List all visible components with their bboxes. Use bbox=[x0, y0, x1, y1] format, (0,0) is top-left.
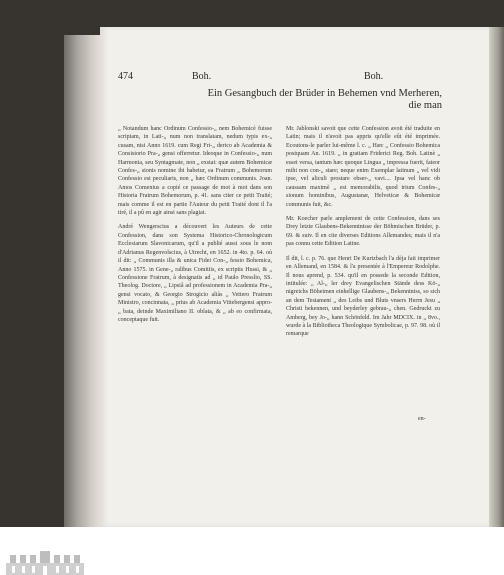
left-column bbox=[118, 125, 272, 330]
right-column bbox=[286, 125, 440, 345]
catchword: en- bbox=[418, 416, 426, 422]
right-paragraph-1: Mr. Jablonski savoit que cette Confession avoit été traduite en Latin; mais il n'avoit pas appris qu'elle eût été imprimée. Ecoutons-le parler lui-même l. c. „ Hæc „ Confessio Bohemica postquam An. 1619. „ in gratiam Friderici Reg. Boh. Latinè „ esset versa, tantum hæc quoque Lingua „ impressa fuerit, fateor mihi non con-„ stare; neque enim Exemplar latinum „ vel vidi ipse, vel aliculi prostare obser-„ vavi.... Ipsa vel hanc ob caussam maximè „ est memorabilis, quod trium Confes-„ sionum hominibus, Augustanæ, Helveticæ & Bohemicæ communis fuit, &c. bbox=[286, 126, 440, 208]
right-paragraph-2: Mr. Koecher parle amplement de cette Confession, dans ses Drey letzte Glaubens-Bekenntnisse der Böhmischen Brüder, p. 69. & suiv. Il en cite diverses Editions Allemandes; mais il n'a pas connu cette Edition Latine. bbox=[286, 216, 440, 248]
book-edge bbox=[64, 35, 102, 527]
page-number: 474 bbox=[118, 71, 133, 82]
right-paragraph-3: Il dit, l. c. p. 76. que Henri De Kurtzbach l'a déja fait imprimer en Allemand, en 1584. & l'a presentée à l'Empereur Rodolphe. Il nous aprend, p. 534. qu'il en possede la seconde Edition, intitulée: „ Al-„ ler drey Evangelischen Stände dess Kö-„ nigreichs Böheimen einhellige Glaubens-„ Bekenntniss, so sich an dem Testament „ des Leibs und Bluts vnsers Herrn Jesu „ Christi bekennen, und beyderley gebrau-„ chen. Gedruckt zu Amberg, bey Jo-„ hann Schönfeld. Im Jahr MDCIX. in „ 8vo., wurde à la Bibliotheca Theologique Symbolicae, p. 97. 98. où il remarque bbox=[286, 255, 440, 338]
entry-title: Ein Gesangbuch der Brüder in Behemen vnd Merheren, die man bbox=[207, 88, 442, 111]
left-paragraph-2: André Wengerscius a découvert les Auteurs de cette Confession, dans son Systema Historico-Chronologicum Ecclesiarum Slavonicarum, qu'il a publié aussi sous le nom d'Adrianus Regenvolscius, à Utrecht, en 1652. in 4to. p. 64. où il dit: „ Communis illa & unica Fidei Con-„ fessio Bohemica, Anno 1575. in Gene-„ ralibus Comitiis, ex scriptis Hussi, & „ Confessione Fratrum, à designatis ad „ id Paulo Presslio, SS. Theolog. Doctore, „ Lipsiâ ad professionem in Academia Pra-„ gensi vocato, & Georgio Strogicio aliàs „ Vettero Fratrum Ministro, concinnata, „ prius ab Academia Vittebergensi appro-„ bata, deinde Maximiliano II. oblata, & „ ab eo confirmata, conceptaque fuit. bbox=[118, 224, 272, 323]
library-logo-icon bbox=[6, 549, 84, 575]
running-headword-left: Boh. bbox=[192, 71, 212, 82]
left-paragraph-1: „ Notandum hanc Ordinum Confessio-„ nem Bohemicè fuisse scriptam, in Lati-„ num non translatam, nedum typis ex-„ cusam, nisi Anno 1619. cum Regi Fri-„ derico ab Academia & Consistorio Pra-„ gensi offerretur. Ideoque in Confessio-„ num Harmonia, seu Syntagmate, non „ exstat: quæ autem Bohemicæ Confes-„ sionis nomine ibi habetur, ea Fratrum „ Bohemorum Confessio est peculiaris, non „ hæc Ordinum communis. Joan. Amos Comenius a copié ce passage de mot à mot dans son Historia Fratrum Bohemorum, p. 41. sans citer ce petit Traité; mais comme il est en partie l'Auteur du petit Traité dont il l'a tiré, il a pû en agir ainsi sans plagiat. bbox=[118, 126, 272, 217]
book-gutter bbox=[489, 27, 504, 527]
running-headword-right: Boh. bbox=[364, 71, 384, 82]
page-header bbox=[118, 71, 444, 85]
